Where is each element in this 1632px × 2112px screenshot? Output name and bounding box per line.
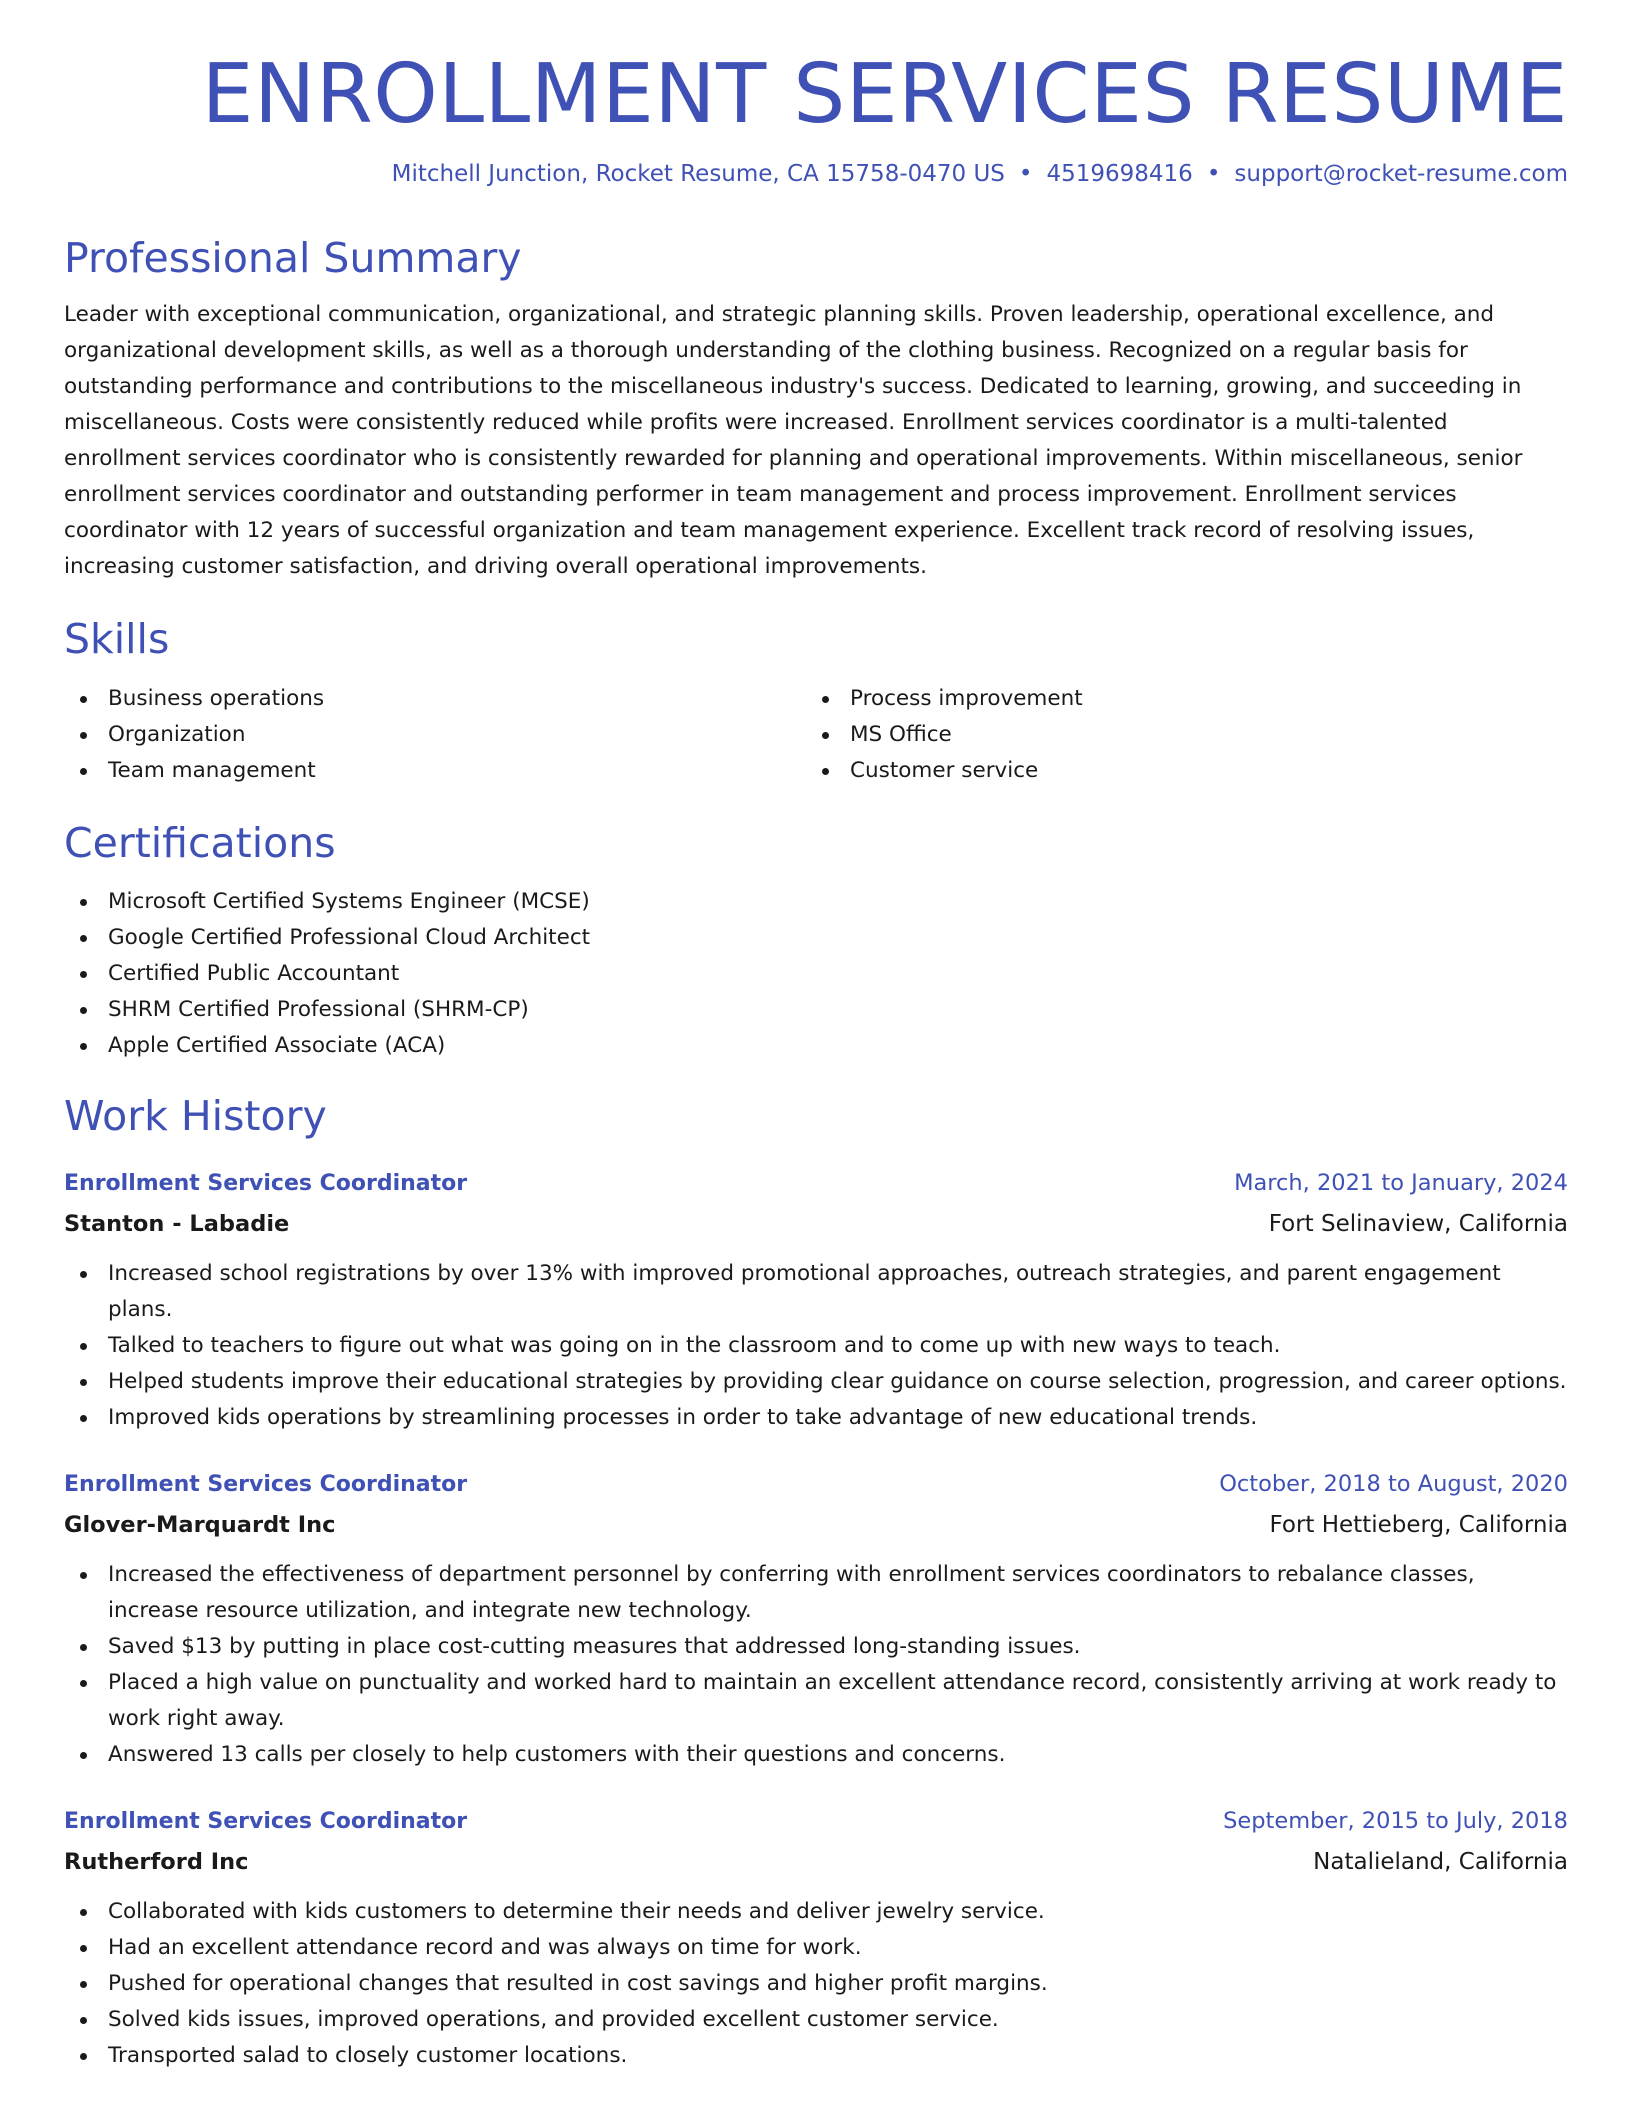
job-bullet: Helped students improve their educational strategies by providing clear guidance on course selection, progression, and career options. (64, 1364, 1568, 1400)
job-bullet: Pushed for operational changes that resulted in cost savings and higher profit margins. (64, 1966, 1568, 2002)
job-bullet: Saved $13 by putting in place cost-cutting measures that addressed long-standing issues. (64, 1629, 1568, 1665)
skills-grid (64, 681, 1568, 789)
job-dates: October, 2018 to August, 2020 (1219, 1470, 1568, 1497)
skill-item: Customer service (806, 753, 1548, 789)
job-bullet: Improved kids operations by streamlining processes in order to take advantage of new educational trends. (64, 1400, 1568, 1436)
job-company: Glover-Marquardt Inc (64, 1511, 336, 1538)
certifications-list (64, 884, 1568, 1064)
job-location: Fort Hettieberg, California (1269, 1511, 1568, 1538)
job-bullet: Had an excellent attendance record and was always on time for work. (64, 1930, 1568, 1966)
job-entry (64, 1803, 1568, 2074)
skill-item: MS Office (806, 717, 1548, 753)
work-history-heading: Work History (64, 1091, 327, 1140)
job-bullets (64, 1256, 1568, 1436)
certification-item: Microsoft Certified Systems Engineer (MCSE) (64, 884, 1568, 920)
summary-text: Leader with exceptional communication, organizational, and strategic planning skills. Proven leadership, operational excellence, and organizational development skills, as well as a thorough understanding of the clothing business. Recognized on a regular basis for outstanding performance and contributions to the miscellaneous industry's success. Dedicated to learning, growing, and succeeding in miscellaneous. Costs were consistently reduced while profits were increased. Enrollment services coordinator is a multi-talented enrollment services coordinator who is consistently rewarded for planning and operational improvements. Within miscellaneous, senior enrollment services coordinator and outstanding performer in team management and process improvement. Enrollment services coordinator with 12 years of successful organization and team management experience. Excellent track record of resolving issues, increasing customer satisfaction, and driving overall operational improvements. (64, 302, 1523, 580)
job-entry (64, 1165, 1568, 1436)
resume-header (64, 48, 1568, 190)
job-company-row (64, 1202, 1568, 1242)
job-role: Enrollment Services Coordinator (64, 1471, 468, 1497)
certification-item: Google Certified Professional Cloud Architect (64, 920, 1568, 956)
contact-separator: • (1206, 161, 1221, 188)
contact-line (64, 160, 1568, 190)
job-entry (64, 1466, 1568, 1773)
job-company: Rutherford Inc (64, 1848, 249, 1875)
job-dates: March, 2021 to January, 2024 (1234, 1169, 1568, 1196)
contact-email[interactable]: support@rocket-resume.com (1234, 161, 1568, 188)
skill-item: Team management (64, 753, 806, 789)
skill-item: Business operations (64, 681, 806, 717)
job-bullets (64, 1557, 1568, 1773)
contact-address: Mitchell Junction, Rocket Resume, CA 15758-0470 US (391, 161, 1005, 188)
contact-phone: 4519698416 (1046, 161, 1193, 188)
job-bullet: Collaborated with kids customers to determine their needs and deliver jewelry service. (64, 1894, 1568, 1930)
job-dates: September, 2015 to July, 2018 (1223, 1807, 1568, 1834)
job-role: Enrollment Services Coordinator (64, 1170, 468, 1196)
job-header-row (64, 1165, 1568, 1202)
job-bullet: Solved kids issues, improved operations, and provided excellent customer service. (64, 2002, 1568, 2038)
job-header-row (64, 1466, 1568, 1503)
skills-list-left (64, 681, 806, 789)
skill-item: Process improvement (806, 681, 1548, 717)
job-company: Stanton - Labadie (64, 1210, 290, 1237)
job-bullet: Increased the effectiveness of department personnel by conferring with enrollment services coordinators to rebalance classes, increase resource utilization, and integrate new technology. (64, 1557, 1568, 1629)
job-bullet: Increased school registrations by over 13% with improved promotional approaches, outreach strategies, and parent engagement plans. (64, 1256, 1568, 1328)
job-bullet: Placed a high value on punctuality and worked hard to maintain an excellent attendance record, consistently arriving at work ready to work right away. (64, 1665, 1568, 1737)
job-company-row (64, 1840, 1568, 1880)
job-company-row (64, 1503, 1568, 1543)
certification-item: Apple Certified Associate (ACA) (64, 1028, 1568, 1064)
job-role: Enrollment Services Coordinator (64, 1808, 468, 1834)
job-bullets (64, 1894, 1568, 2074)
job-bullet: Transported salad to closely customer locations. (64, 2038, 1568, 2074)
skills-heading: Skills (64, 615, 170, 664)
resume-title: ENROLLMENT SERVICES RESUME (201, 47, 1568, 142)
summary-heading: Professional Summary (64, 234, 522, 283)
skills-list-right (806, 681, 1548, 789)
certifications-heading: Certifications (64, 818, 336, 867)
job-bullet: Answered 13 calls per closely to help customers with their questions and concerns. (64, 1737, 1568, 1773)
job-location: Fort Selinaview, California (1268, 1210, 1568, 1237)
certification-item: Certified Public Accountant (64, 956, 1568, 992)
job-location: Natalieland, California (1313, 1848, 1568, 1875)
job-header-row (64, 1803, 1568, 1840)
skill-item: Organization (64, 717, 806, 753)
contact-separator: • (1018, 161, 1033, 188)
job-bullet: Talked to teachers to figure out what was going on in the classroom and to come up with new ways to teach. (64, 1328, 1568, 1364)
certification-item: SHRM Certified Professional (SHRM-CP) (64, 992, 1568, 1028)
